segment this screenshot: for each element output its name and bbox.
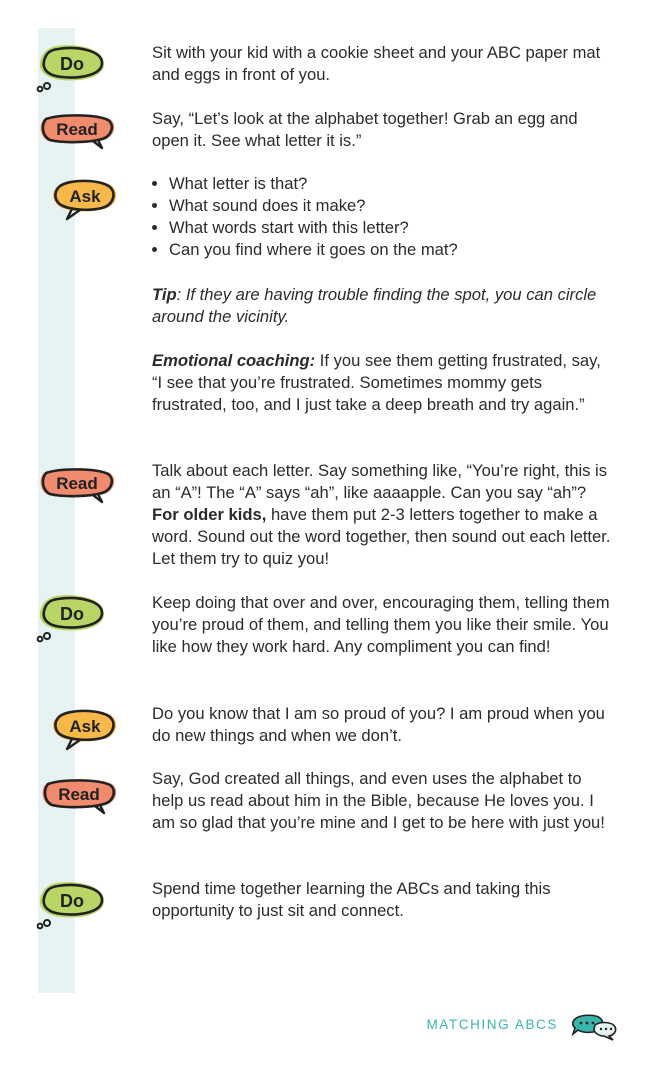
step-text: Sit with your kid with a cookie sheet and your ABC paper mat and eggs in front of you. bbox=[152, 43, 601, 84]
step-text: Keep doing that over and over, encouraging them, telling them you’re proud of them, and telling them you like their smile. You like how they work hard. Any compliment you can find! bbox=[152, 593, 610, 656]
step-text: Say, God created all things, and even uses the alphabet to help us read about him in the Bible, because He loves you. I am so glad that you’re mine and I get to be here with just you! bbox=[152, 769, 605, 832]
tip-text: : If they are having trouble finding the spot, you can circle around the vicinity. bbox=[152, 285, 597, 326]
ask-badge bbox=[50, 706, 120, 754]
step-6-text bbox=[152, 703, 612, 747]
step-2-text bbox=[152, 108, 612, 152]
step-text: Do you know that I am so proud of you? I am proud when you do new things and when we don’t. bbox=[152, 704, 605, 745]
step-5-text bbox=[152, 592, 612, 658]
badge-label: Read bbox=[58, 785, 100, 804]
coaching-paragraph bbox=[152, 350, 612, 416]
badge-label: Read bbox=[56, 474, 98, 493]
read-badge bbox=[38, 465, 118, 509]
coaching-label: Emotional coaching: bbox=[152, 351, 316, 370]
do-badge bbox=[36, 592, 110, 644]
badge-label: Read bbox=[56, 120, 98, 139]
list-item: • What sound does it make? bbox=[169, 195, 612, 217]
step-7-text bbox=[152, 768, 612, 834]
ask-badge bbox=[50, 176, 120, 224]
read-badge bbox=[38, 111, 118, 155]
do-badge bbox=[36, 42, 110, 94]
list-item: • What words start with this letter? bbox=[169, 217, 612, 239]
do-badge bbox=[36, 879, 110, 931]
list-item: • Can you find where it goes on the mat? bbox=[169, 239, 612, 261]
speech-bubbles-icon bbox=[571, 1013, 619, 1041]
tip-paragraph bbox=[152, 284, 612, 328]
tip-label: Tip bbox=[152, 285, 177, 304]
step-3-text bbox=[152, 173, 612, 261]
step-4-text bbox=[152, 460, 612, 570]
read-badge bbox=[40, 776, 120, 820]
badge-label: Do bbox=[60, 54, 84, 74]
step-text: have them put 2-3 letters together to make a word. Sound out the word together, then sound out each letter. Let them try to quiz you! bbox=[152, 505, 611, 568]
footer-title: MATCHING ABCS bbox=[426, 1017, 558, 1032]
list-item: • What letter is that? bbox=[169, 173, 612, 195]
badge-label: Do bbox=[60, 604, 84, 624]
question-list bbox=[152, 173, 612, 261]
step-8-text bbox=[152, 878, 612, 922]
older-kids-label: For older kids, bbox=[152, 505, 267, 524]
step-text: Say, “Let’s look at the alphabet together! Grab an egg and open it. See what letter it is.” bbox=[152, 109, 578, 150]
coaching-text: If you see them getting frustrated, say, “I see that you’re frustrated. Sometimes mommy gets frustrated, too, and I just take a deep breath and try again.” bbox=[152, 351, 601, 414]
badge-label: Do bbox=[60, 891, 84, 911]
badge-label: Ask bbox=[69, 717, 101, 736]
step-text: Spend time together learning the ABCs and taking this opportunity to just sit and connect. bbox=[152, 879, 551, 920]
step-1-text bbox=[152, 42, 612, 86]
side-strip bbox=[38, 28, 75, 993]
step-text: Talk about each letter. Say something like, “You’re right, this is an “A”! The “A” says “ah”, like aaaapple. Can you say “ah”? bbox=[152, 461, 608, 502]
badge-label: Ask bbox=[69, 187, 101, 206]
